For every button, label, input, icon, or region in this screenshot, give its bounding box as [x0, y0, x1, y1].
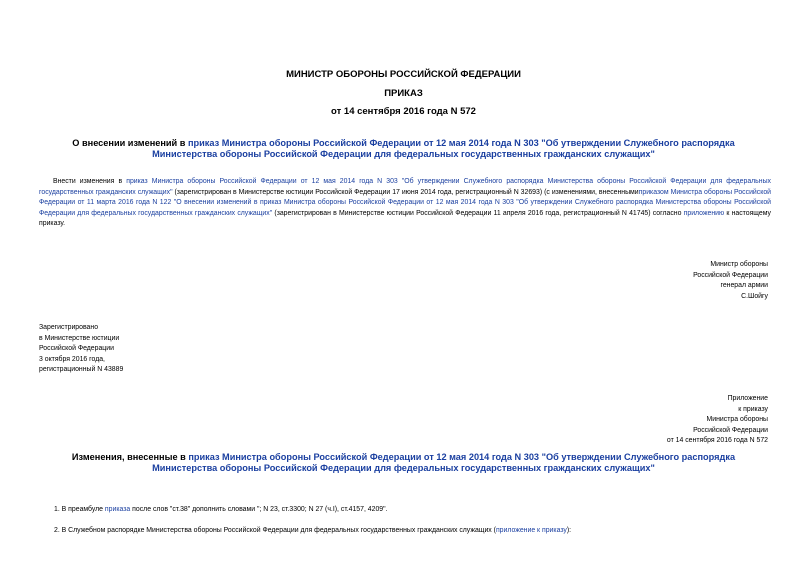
appendix-line: Министра обороны	[706, 416, 768, 423]
changes-title	[40, 452, 767, 474]
body-link-order-122[interactable]: приказом Министра обороны Российской Федерации от 11 марта 2016 года N 122 "О внесении изменений в приказ Министра обороны Российской Федерации от 12 мая 2014 года N 303 "Об утверждении Служебного распорядка Министерства обороны Российской Федерации для федеральных государственных гражданских служащих"	[39, 188, 771, 217]
order-body-paragraph	[39, 177, 771, 230]
signature-line: генерал армии	[720, 282, 768, 289]
body-text-3: (зарегистрирован в Министерстве юстиции Российской Федерации 11 апреля 2016 года, регистрационный N 41745) согласно	[272, 209, 684, 217]
registration-line: Зарегистрировано	[39, 324, 99, 331]
appendix-reference-block	[667, 394, 768, 447]
change-item-1	[54, 505, 387, 515]
registration-line: 3 октября 2016 года,	[39, 355, 105, 363]
signature-line: Министр обороны	[710, 261, 768, 268]
item-2-text-a: 2. В Служебном распорядке Министерства обороны Российской Федерации для федеральных государственных гражданских служащих (	[54, 527, 496, 534]
body-link-order-303[interactable]: приказ Министра обороны Российской Федерации от 12 мая 2014 года N 303 "Об утверждении Служебного распорядка Министерства обороны Российской Федерации для федеральных государственных гражданских служащих"	[39, 178, 771, 196]
date-number-heading: от 14 сентября 2016 года N 572	[331, 106, 476, 117]
item-2-link[interactable]: приложение к приказу	[495, 527, 567, 534]
change-item-2	[54, 526, 571, 536]
body-text-1: Внести изменения в	[53, 178, 127, 185]
item-1-link[interactable]: приказа	[104, 506, 131, 513]
order-title-link[interactable]: приказ Министра обороны Российской Федерации от 12 мая 2014 года N 303 "Об утверждении Служебного распорядка Министерства обороны Российской Федерации для федеральных государственных гражданских служащих"	[152, 138, 735, 159]
appendix-line: к приказу	[738, 405, 768, 413]
appendix-line: Приложение	[727, 395, 768, 402]
signature-block	[693, 260, 768, 302]
ministry-heading: МИНИСТР ОБОРОНЫ РОССИЙСКОЙ ФЕДЕРАЦИИ	[286, 69, 521, 80]
item-1-text-a: 1. В преамбуле	[54, 506, 105, 513]
registration-block	[39, 323, 123, 376]
doc-type-heading: ПРИКАЗ	[384, 88, 423, 99]
appendix-line: Российской Федерации	[693, 426, 768, 434]
item-2-text-b: ):	[566, 527, 572, 534]
item-1-text-b: после слов "ст.38" дополнить словами "; N 23, ст.3300; N 27 (ч.I), ст.4157, 4209".	[130, 506, 388, 513]
registration-line: регистрационный N 43889	[39, 366, 124, 373]
changes-title-prefix: Изменения, внесенные в	[71, 452, 189, 462]
signature-line: С.Шойгу	[741, 292, 768, 300]
changes-title-link[interactable]: приказ Министра обороны Российской Федерации от 12 мая 2014 года N 303 "Об утверждении Служебного распорядка Министерства обороны Российской Федерации для федеральных государственных гражданских служащих"	[152, 452, 736, 473]
body-text-2: (зарегистрирован в Министерстве юстиции Российской Федерации 17 июня 2014 года, регистрационный N 32693) (с изменениями, внесенными	[172, 188, 639, 196]
order-title	[40, 138, 767, 160]
body-link-appendix[interactable]: приложению	[683, 209, 725, 217]
signature-line: Российской Федерации	[693, 271, 768, 279]
order-title-prefix: О внесении изменений в	[72, 138, 188, 148]
body-text-4: к настоящему приказу.	[39, 209, 771, 227]
appendix-line: от 14 сентября 2016 года N 572	[666, 437, 768, 444]
registration-line: Российской Федерации	[39, 345, 114, 352]
registration-line: в Министерстве юстиции	[39, 334, 120, 342]
